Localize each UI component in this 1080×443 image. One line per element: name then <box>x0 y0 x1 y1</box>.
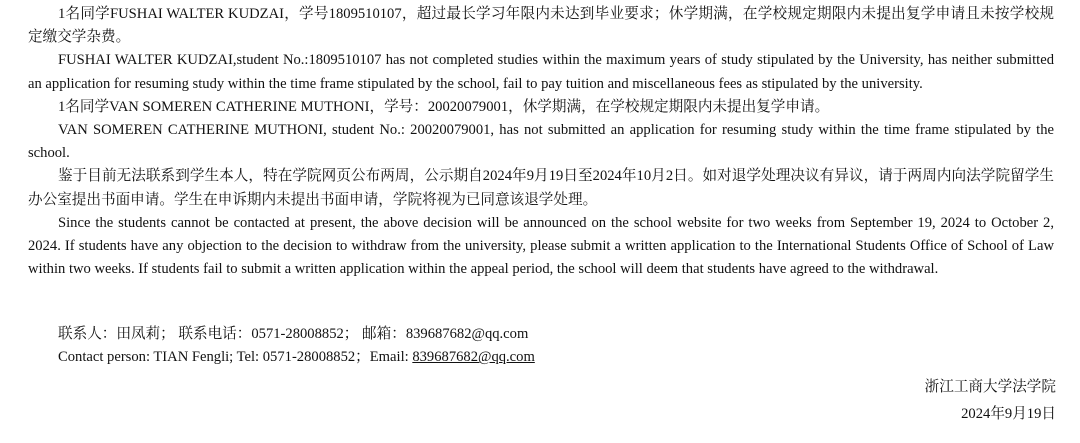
paragraph-cn-announcement: 鉴于目前无法联系到学生本人，特在学院网页公布两周，公示期自2024年9月19日至2024年10月2日。如对退学处理决议有异议，请于两周内向法学院留学生办公室提出书面申请。学生在申诉期内未提出书面申请，学院将视为已同意该退学处理。 <box>28 168 1054 208</box>
signature-block <box>925 374 1056 428</box>
contact-block <box>58 323 958 369</box>
paragraph-en-student-2: VAN SOMEREN CATHERINE MUTHONI, student No.: 20020079001, has not submitted an application for resuming study within the time frame stipulated by the school. <box>28 122 1054 162</box>
contact-line-cn <box>58 323 958 346</box>
contact-cn-email: 839687682@qq.com <box>405 326 529 342</box>
signature-org: 浙江工商大学法学院 <box>924 379 1056 395</box>
paragraph-en-announcement: Since the students cannot be contacted at present, the above decision will be announced on the school website for two weeks from September 19, 2024 to October 2, 2024. If students have any objection to the decision to withdraw from the university, please submit a written application to the International Students Office of School of Law within two weeks. If students fail to submit a written application within the appeal period, the school will deem that students have agreed to the withdrawal. <box>28 214 1054 278</box>
paragraph-cn-student-2: 1名同学VAN SOMEREN CATHERINE MUTHONI，学号：20020079001，休学期满，在学校规定期限内未提出复学申请。 <box>58 98 830 115</box>
contact-en-text: Contact person: TIAN Fengli; Tel: 0571-28008852；Email: <box>58 349 413 366</box>
paragraph-en-student-1: FUSHAI WALTER KUDZAI,student No.:1809510107 has not completed studies within the maximum years of study stipulated by the University, has neither submitted an application for resuming study within the time frame stipulated by the school, fail to pay tuition and miscellaneous fees as stipulated by the university. <box>28 52 1054 92</box>
paragraph-cn-student-1: 1名同学FUSHAI WALTER KUDZAI，学号1809510107，超过最长学习年限内未达到毕业要求；休学期满，在学校规定期限内未提出复学申请且未按学校规定缴交学杂费。 <box>28 6 1054 46</box>
contact-email-link[interactable]: 839687682@qq.com <box>412 349 535 366</box>
signature-date: 2024年9月19日 <box>961 406 1056 422</box>
notice-body <box>28 3 1054 281</box>
contact-cn-text: 联系人：田凤莉； 联系电话：0571-28008852； 邮箱： <box>58 326 406 342</box>
contact-line-en <box>58 346 958 369</box>
